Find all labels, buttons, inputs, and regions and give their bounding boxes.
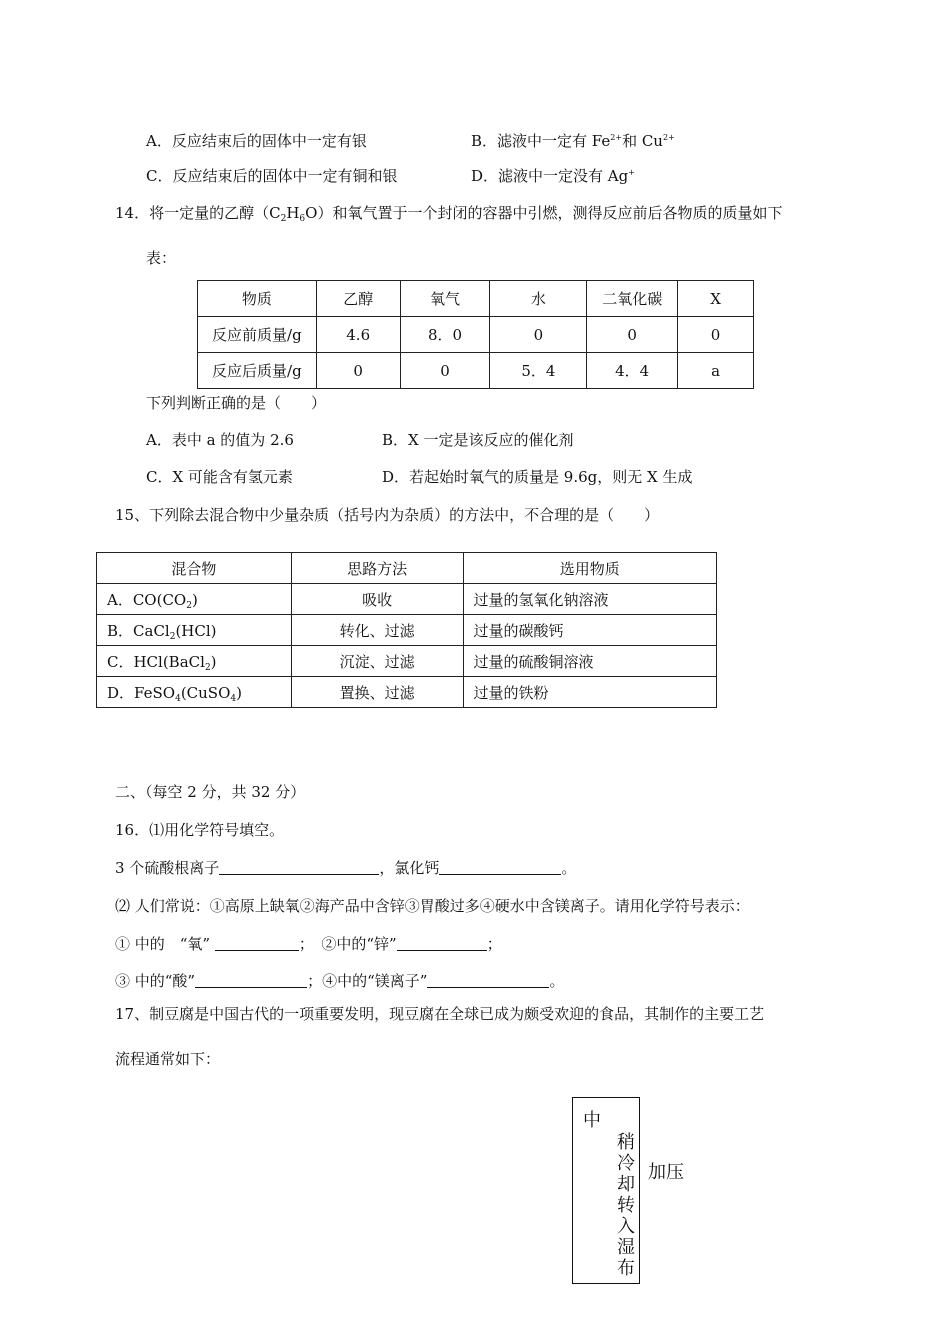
section-heading: 二、（每空 2 分，共 32 分） [115, 783, 306, 801]
table-cell: 4．4 [587, 353, 678, 389]
table-row [198, 353, 754, 389]
q16-line-a: 3 个硫酸根离子 ，氯化钙 。 [115, 859, 577, 877]
table-row [97, 615, 717, 646]
table-cell: 8．0 [400, 317, 490, 353]
table-cell: 0 [587, 317, 678, 353]
table-header-row [97, 553, 717, 584]
table-cell: 0 [400, 353, 490, 389]
table-cell: 思路方法 [291, 553, 463, 584]
table-cell: 过量的氢氧化钠溶液 [463, 584, 717, 615]
q17-stem-cont: 流程通常如下： [115, 1050, 221, 1068]
answer-blank[interactable] [397, 935, 487, 951]
table-cell: 0 [490, 317, 587, 353]
q14-option-c: C．X 可能含有氢元素 [146, 468, 293, 486]
table-cell: 过量的碳酸钙 [463, 615, 717, 646]
process-label-pressure: 加压 [648, 1162, 684, 1183]
table-cell: 吸收 [291, 584, 463, 615]
table-cell: C．HCl(BaCl$_2$) [97, 646, 292, 677]
q16-part2: ⑵ 人们常说：①高原上缺氧②海产品中含锌③胃酸过多④硬水中含镁离子。请用化学符号表示： [115, 897, 750, 915]
q14-option-b: B．X 一定是该反应的催化剂 [382, 431, 574, 449]
answer-blank[interactable] [215, 935, 299, 951]
q14-table [197, 280, 754, 389]
table-cell: 转化、过滤 [291, 615, 463, 646]
table-cell: 置换、过滤 [291, 677, 463, 708]
table-cell: A．$CO(CO_2)$ [97, 584, 292, 615]
q14-ask: 下列判断正确的是（ ） [146, 394, 327, 412]
q16-line-c: ③ 中的“酸” ；④中的“镁离子” 。 [115, 972, 565, 990]
table-cell: 4.6 [316, 317, 400, 353]
q16-line-b: ① 中的 “氧” ； ②中的“锌” ； [115, 935, 502, 953]
table-cell: 乙醇 [316, 281, 400, 317]
table-header-row [198, 281, 754, 317]
table-row [198, 317, 754, 353]
q14-option-d: D．若起始时氧气的质量是 9.6g，则无 X 生成 [382, 468, 693, 486]
table-row [97, 584, 717, 615]
table-cell: 反应前质量/g [198, 317, 317, 353]
table-cell: 选用物质 [463, 553, 717, 584]
q13-option-b: B．滤液中一定有 $Fe^{2+}$和 $Cu^{2+}$ [471, 132, 675, 150]
q14-stem: 14．将一定量的乙醇$(C_2H_6O)$和氧气置于一个封闭的容器中引燃，测得反应前后各物质的质量如下 [115, 204, 783, 224]
table-cell: D．FeSO$_4$(CuSO$_4$) [97, 677, 292, 708]
process-box-char: 中 [583, 1110, 601, 1131]
q15-table [96, 552, 717, 708]
answer-blank[interactable] [195, 972, 307, 988]
q17-stem: 17、制豆腐是中国古代的一项重要发明，现豆腐在全球已成为颇受欢迎的食品，其制作的主要工艺 [115, 1005, 765, 1023]
table-cell: 水 [490, 281, 587, 317]
q14-option-a: A．表中 a 的值为 2.6 [146, 431, 294, 449]
table-cell: B．CaCl$_2$(HCl) [97, 615, 292, 646]
q13-option-a: A．反应结束后的固体中一定有银 [146, 132, 367, 150]
table-cell: 5．4 [490, 353, 587, 389]
q14-stem-cont: 表： [146, 249, 177, 267]
table-cell: 0 [678, 317, 754, 353]
table-cell: 氧气 [400, 281, 490, 317]
answer-blank[interactable] [427, 972, 549, 988]
answer-blank[interactable] [219, 859, 379, 875]
q13-option-d: D．滤液中一定没有 Ag+ [471, 167, 635, 185]
table-row [97, 677, 717, 708]
q15-stem: 15、下列除去混合物中少量杂质（括号内为杂质）的方法中，不合理的是（ ） [115, 506, 660, 524]
q16-part1: 16．⑴用化学符号填空。 [115, 821, 285, 839]
process-box-text: 稍冷却转入湿布 [617, 1132, 635, 1279]
table-cell: 沉淀、过滤 [291, 646, 463, 677]
process-box [572, 1097, 640, 1284]
table-cell: 物质 [198, 281, 317, 317]
table-cell: 过量的铁粉 [463, 677, 717, 708]
table-cell: 过量的硫酸铜溶液 [463, 646, 717, 677]
q13-option-c: C．反应结束后的固体中一定有铜和银 [146, 167, 398, 185]
table-cell: 反应后质量/g [198, 353, 317, 389]
table-cell: X [678, 281, 754, 317]
table-cell: 0 [316, 353, 400, 389]
table-cell: a [678, 353, 754, 389]
table-cell: 混合物 [97, 553, 292, 584]
answer-blank[interactable] [439, 859, 561, 875]
table-cell: 二氧化碳 [587, 281, 678, 317]
table-row [97, 646, 717, 677]
